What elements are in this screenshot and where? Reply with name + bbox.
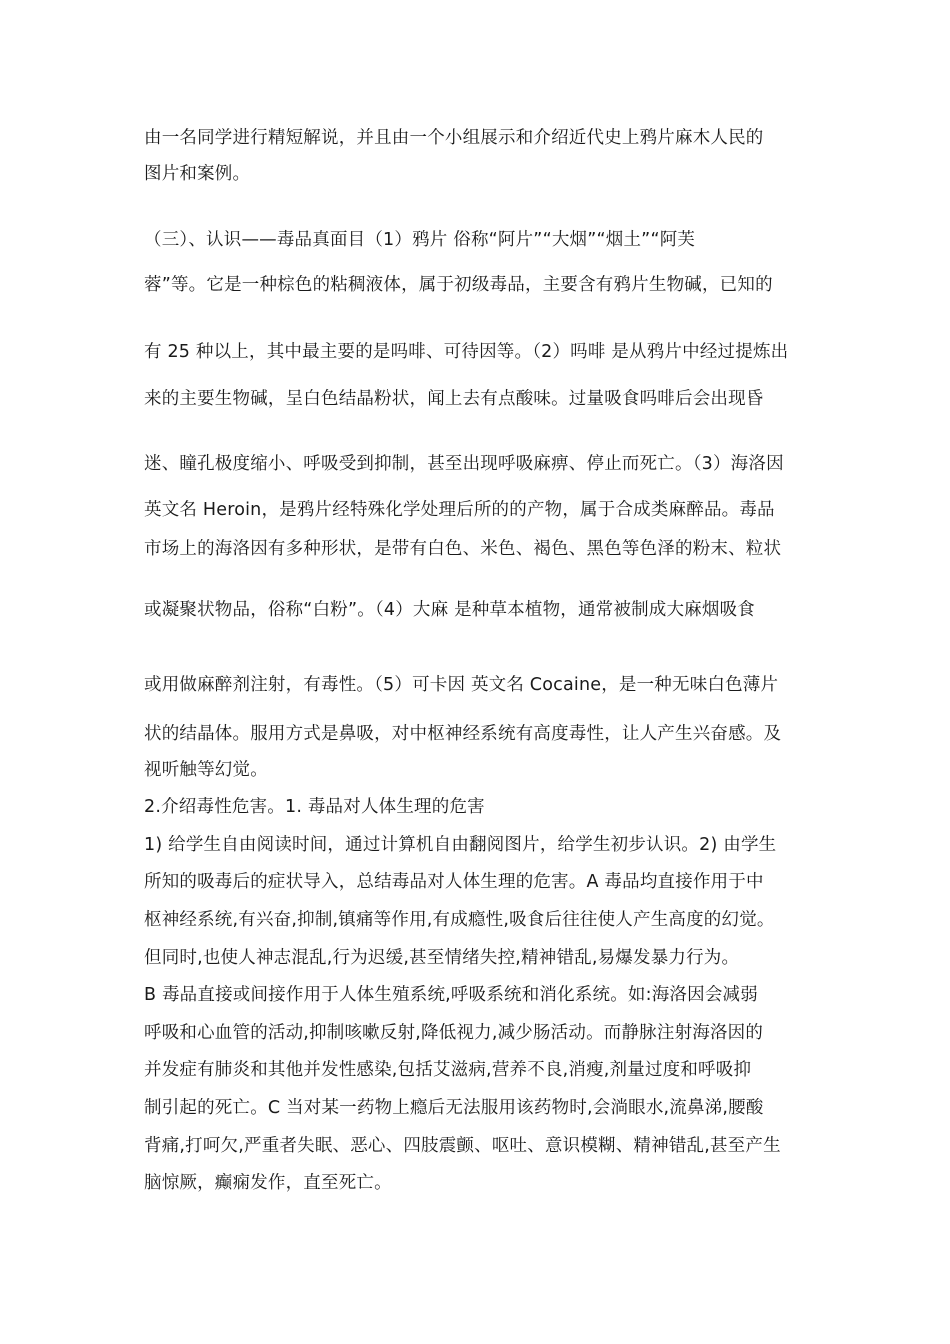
text-line: 有 25 种以上，其中最主要的是吗啡、可待因等。（2）吗啡 是从鸦片中经过提炼出 — [144, 342, 789, 362]
text-line: 背痛,打呵欠,严重者失眠、恶心、四肢震颤、呕吐、意识模糊、精神错乱,甚至产生 — [144, 1136, 781, 1156]
text-line: 1) 给学生自由阅读时间，通过计算机自由翻阅图片，给学生初步认识。2) 由学生 — [144, 835, 777, 855]
text-line: （三）、认识——毒品真面目（1）鸦片 俗称“阿片”“大烟”“烟土”“阿芙 — [144, 230, 696, 250]
text-line: 状的结晶体。服用方式是鼻吸，对中枢神经系统有高度毒性，让人产生兴奋感。及 — [144, 724, 782, 744]
text-line: 所知的吸毒后的症状导入，总结毒品对人体生理的危害。A 毒品均直接作用于中 — [144, 872, 764, 892]
text-line: 视听触等幻觉。 — [144, 760, 268, 780]
text-line: 并发症有肺炎和其他并发性感染,包括艾滋病,营养不良,消瘦,剂量过度和呼吸抑 — [144, 1060, 752, 1080]
text-line: 蓉”等。它是一种棕色的粘稠液体，属于初级毒品，主要含有鸦片生物碱，已知的 — [144, 275, 773, 295]
text-line: 英文名 Heroin，是鸦片经特殊化学处理后所的的产物，属于合成类麻醉品。毒品 — [144, 500, 775, 520]
text-line: 由一名同学进行精短解说，并且由一个小组展示和介绍近代史上鸦片麻木人民的 — [144, 128, 764, 148]
text-line: 图片和案例。 — [144, 164, 251, 184]
text-line: 市场上的海洛因有多种形状，是带有白色、米色、褐色、黑色等色泽的粉末、粒状 — [144, 539, 782, 559]
section-heading: 2.介绍毒性危害。1. 毒品对人体生理的危害 — [144, 797, 485, 817]
text-line: 迷、瞳孔极度缩小、呼吸受到抑制，甚至出现呼吸麻痹、停止而死亡。（3）海洛因 — [144, 454, 784, 474]
text-line: 来的主要生物碱，呈白色结晶粉状，闻上去有点酸味。过量吸食吗啡后会出现昏 — [144, 389, 764, 409]
text-line: 或用做麻醉剂注射，有毒性。（5）可卡因 英文名 Cocaine，是一种无味白色薄片 — [144, 675, 779, 695]
text-line: 或凝聚状物品，俗称“白粉”。（4）大麻 是种草本植物，通常被制成大麻烟吸食 — [144, 600, 755, 620]
text-line: 脑惊厥，癫痫发作，直至死亡。 — [144, 1173, 392, 1193]
text-line: B 毒品直接或间接作用于人体生殖系统,呼吸系统和消化系统。如:海洛因会减弱 — [144, 985, 758, 1005]
text-line: 枢神经系统,有兴奋,抑制,镇痛等作用,有成瘾性,吸食后往往使人产生高度的幻觉。 — [144, 910, 775, 930]
text-line: 制引起的死亡。C 当对某一药物上瘾后无法服用该药物时,会淌眼水,流鼻涕,腰酸 — [144, 1098, 764, 1118]
text-line: 呼吸和心血管的活动,抑制咳嗽反射,降低视力,减少肠活动。而静脉注射海洛因的 — [144, 1023, 764, 1043]
text-line: 但同时,也使人神志混乱,行为迟缓,甚至情绪失控,精神错乱,易爆发暴力行为。 — [144, 948, 740, 968]
